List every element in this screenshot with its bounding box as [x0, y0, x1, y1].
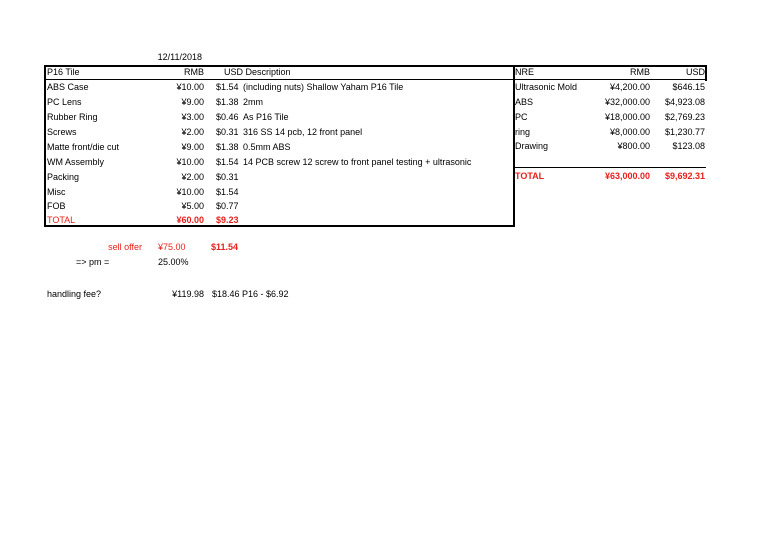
row-item: Misc	[47, 187, 66, 197]
nre-row-usd: $123.08	[672, 141, 705, 151]
pm-value: 25.00%	[158, 257, 189, 267]
row-item: Packing	[47, 172, 80, 182]
nre-total-rmb: ¥63,000.00	[604, 171, 650, 181]
handling-fee-label: handling fee?	[47, 289, 102, 299]
nre-row-usd: $4,923.08	[664, 97, 705, 107]
nre-header-rmb: RMB	[630, 67, 650, 77]
nre-row-item: ring	[515, 127, 531, 137]
row-description: 316 SS 14 pcb, 12 front panel	[243, 127, 363, 137]
nre-row-rmb: ¥4,200.00	[609, 82, 650, 92]
row-rmb: ¥2.00	[181, 172, 204, 182]
row-item: ABS Case	[47, 82, 89, 92]
main-header-usd-description: USD Description	[224, 67, 291, 77]
row-item: Rubber Ring	[47, 112, 98, 122]
nre-row-rmb: ¥800.00	[617, 141, 650, 151]
row-usd: $1.54	[216, 82, 239, 92]
nre-header-usd: USD	[685, 67, 705, 77]
row-usd: $1.54	[216, 157, 239, 167]
row-usd: $0.31	[216, 127, 239, 137]
row-rmb: ¥3.00	[181, 112, 204, 122]
total-label: TOTAL	[47, 215, 76, 225]
row-item: PC Lens	[47, 97, 82, 107]
nre-row-usd: $646.15	[672, 82, 705, 92]
nre-row-item: Ultrasonic Mold	[515, 82, 578, 92]
nre-header-divider	[513, 79, 706, 80]
date-cell: 12/11/2018	[157, 52, 202, 62]
sell-offer-usd: $11.54	[211, 242, 239, 252]
row-rmb: ¥10.00	[176, 157, 204, 167]
row-description: As P16 Tile	[243, 112, 289, 122]
row-description: 0.5mm ABS	[243, 142, 291, 152]
row-description: 14 PCB screw 12 screw to front panel testing + ultrasonic	[243, 157, 472, 167]
nre-row-usd: $1,230.77	[664, 127, 705, 137]
row-description: (including nuts) Shallow Yaham P16 Tile	[243, 82, 404, 92]
nre-total-usd: $9,692.31	[664, 171, 705, 181]
main-header-rmb: RMB	[184, 67, 204, 77]
nre-row-rmb: ¥8,000.00	[609, 127, 650, 137]
row-item: WM Assembly	[47, 157, 105, 167]
sell-offer-label: sell offer	[108, 242, 142, 252]
nre-total-label: TOTAL	[515, 171, 545, 181]
main-header-item: P16 Tile	[47, 67, 80, 77]
row-usd: $0.31	[216, 172, 239, 182]
row-usd: $0.77	[216, 201, 239, 211]
row-usd: $1.38	[216, 97, 239, 107]
total-rmb: ¥60.00	[176, 215, 204, 225]
handling-fee-usd-description: $18.46 P16 - $6.92	[212, 289, 289, 299]
row-rmb: ¥10.00	[176, 82, 204, 92]
row-item: Screws	[47, 127, 77, 137]
nre-row-rmb: ¥18,000.00	[604, 112, 650, 122]
row-rmb: ¥9.00	[181, 142, 204, 152]
nre-row-item: PC	[515, 112, 528, 122]
row-item: FOB	[47, 201, 66, 211]
nre-row-item: ABS	[515, 97, 534, 107]
row-item: Matte front/die cut	[47, 142, 120, 152]
nre-row-rmb: ¥32,000.00	[604, 97, 650, 107]
row-rmb: ¥5.00	[181, 201, 204, 211]
row-rmb: ¥9.00	[181, 97, 204, 107]
handling-fee-rmb: ¥119.98	[172, 289, 204, 299]
nre-header-item: NRE	[515, 67, 535, 77]
nre-row-item: Drawing	[515, 141, 549, 151]
total-usd: $9.23	[216, 215, 239, 225]
row-rmb: ¥10.00	[176, 187, 204, 197]
main-header-divider	[44, 79, 515, 80]
row-usd: $0.46	[216, 112, 239, 122]
row-usd: $1.54	[216, 187, 239, 197]
row-description: 2mm	[243, 97, 263, 107]
pm-label: => pm =	[76, 257, 110, 267]
nre-total-underline	[513, 167, 706, 168]
nre-row-usd: $2,769.23	[664, 112, 705, 122]
row-rmb: ¥2.00	[181, 127, 204, 137]
row-usd: $1.38	[216, 142, 239, 152]
sell-offer-rmb: ¥75.00	[158, 242, 186, 252]
